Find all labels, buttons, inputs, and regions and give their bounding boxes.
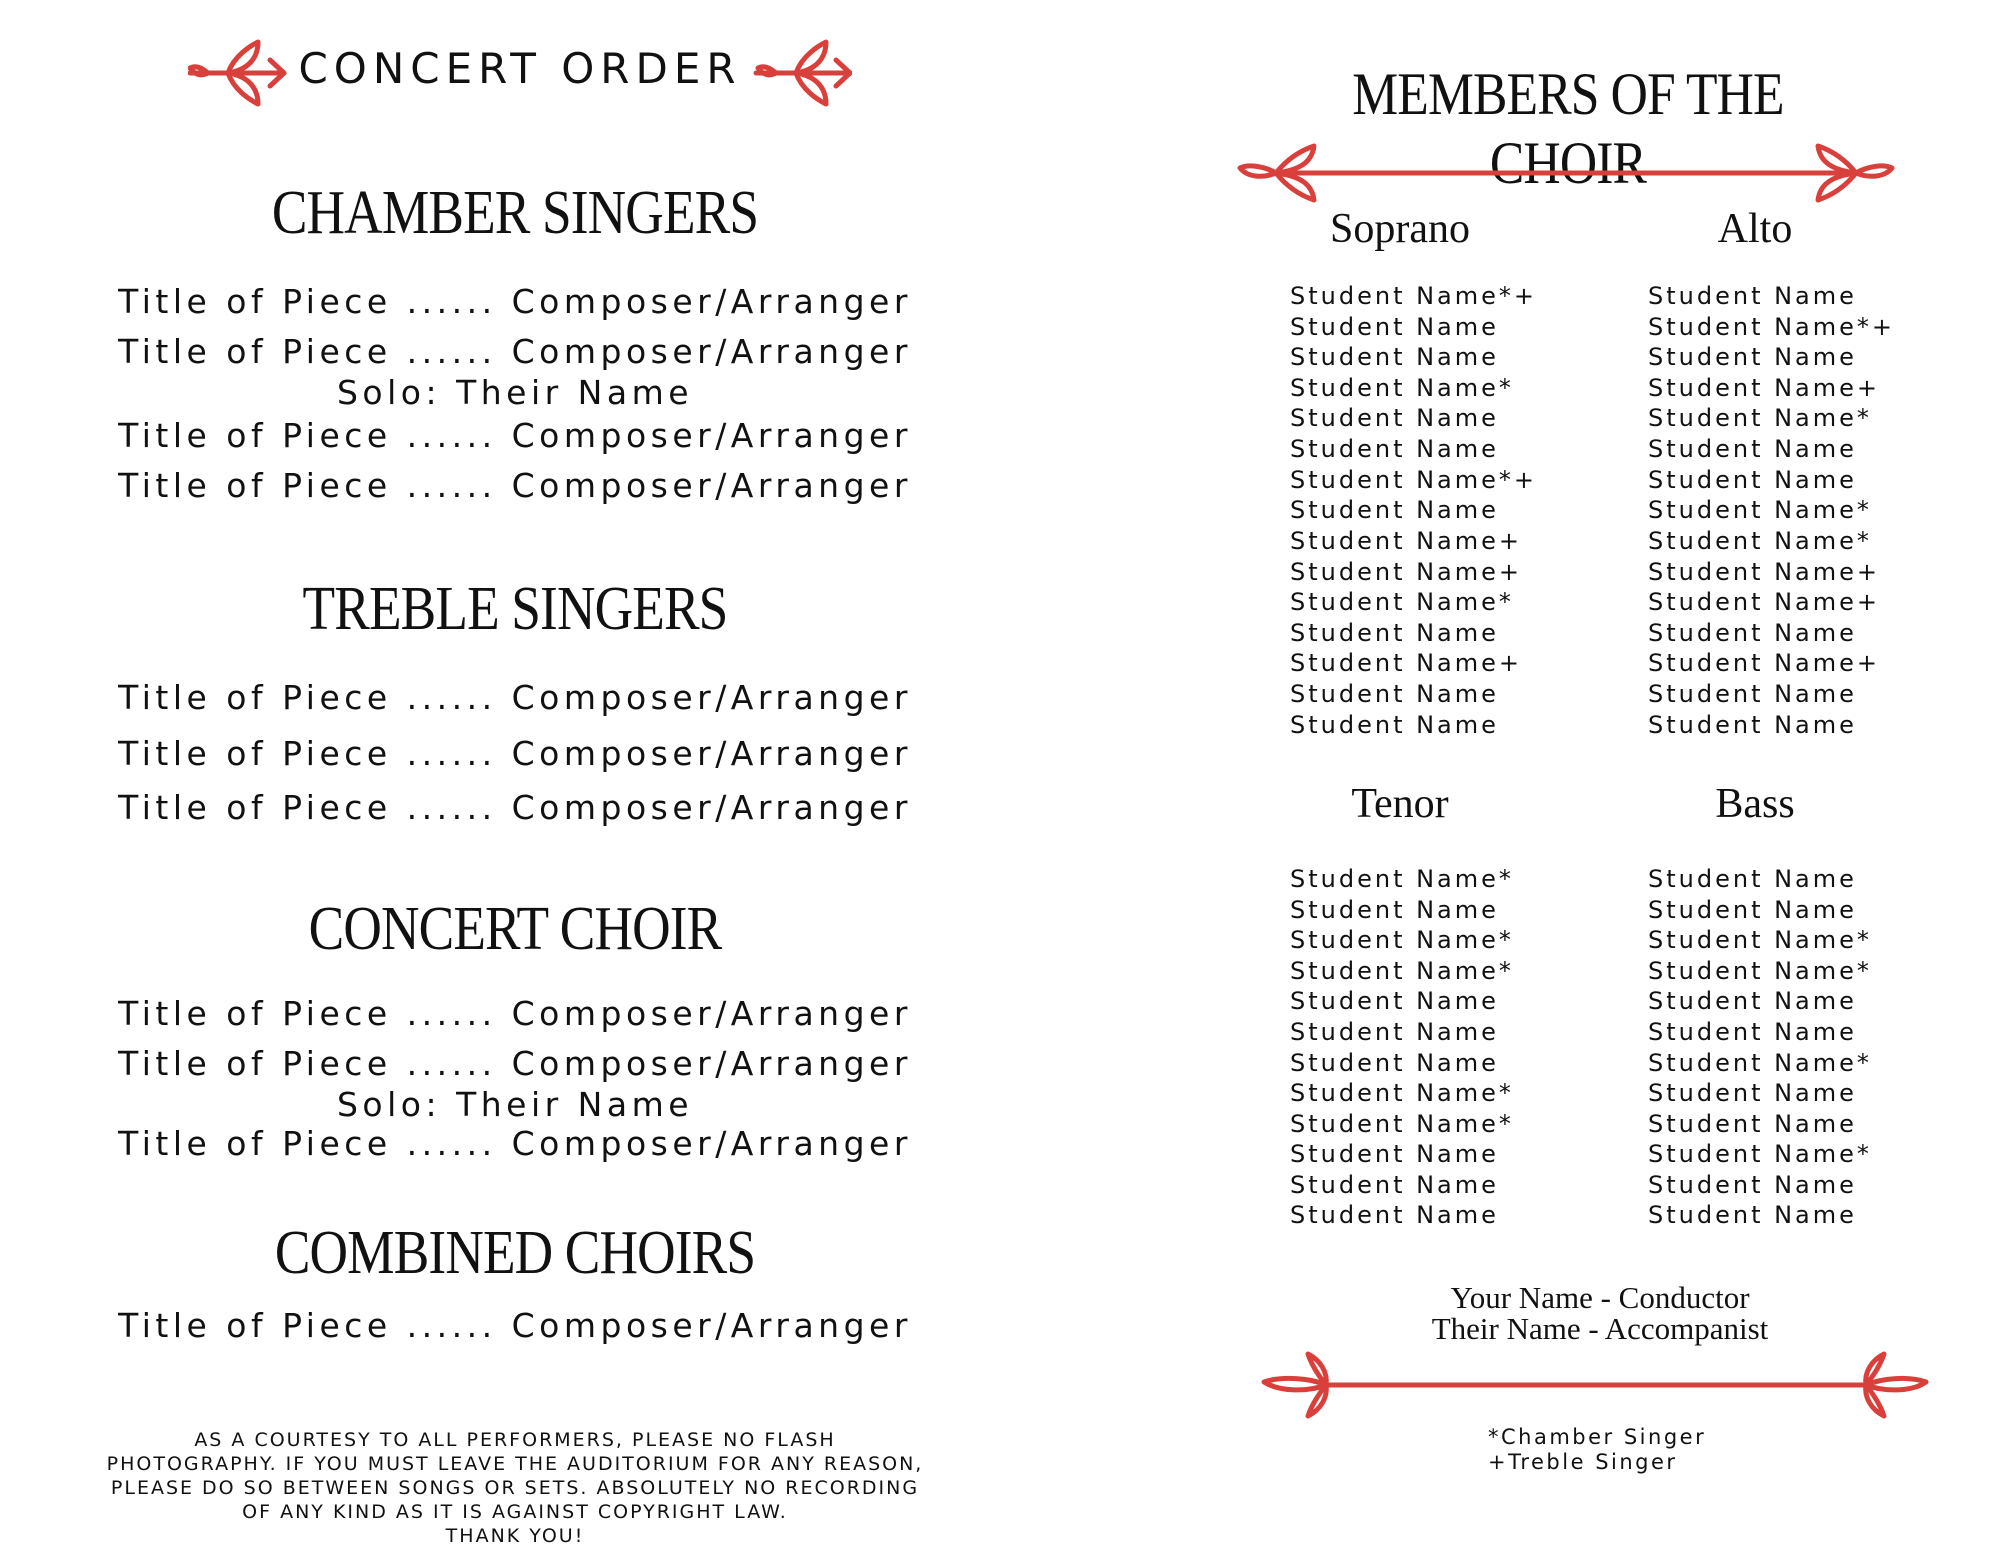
list-item: Student Name: [1290, 496, 1499, 524]
program-line: Title of Piece ...... Composer/Arranger: [118, 1124, 912, 1163]
list-item: Student Name*: [1290, 926, 1514, 954]
list-item: Student Name*: [1648, 926, 1872, 954]
solo-line: Solo: Their Name: [336, 1085, 694, 1124]
voice-heading-soprano: Soprano: [1330, 206, 1470, 252]
list-item: Student Name: [1290, 896, 1499, 924]
list-item: Student Name*: [1648, 496, 1872, 524]
list-item: Student Name+: [1648, 374, 1881, 402]
list-item: Student Name*: [1648, 527, 1872, 555]
legend-chamber-singer: *Chamber Singer: [1488, 1425, 1707, 1449]
list-item: Student Name*+: [1290, 466, 1538, 494]
notice-line: PLEASE DO SO BETWEEN SONGS OR SETS. ABSOLUTELY NO RECORDING: [110, 1477, 920, 1499]
notice-line: PHOTOGRAPHY. IF YOU MUST LEAVE THE AUDITORIUM FOR ANY REASON,: [106, 1453, 924, 1475]
list-item: Student Name: [1290, 619, 1499, 647]
list-item: Student Name: [1648, 1171, 1857, 1199]
list-item: Student Name: [1290, 1140, 1499, 1168]
leaf-vine-divider-icon: [1236, 140, 1896, 206]
list-item: Student Name: [1648, 1201, 1857, 1229]
list-item: Student Name*+: [1290, 282, 1538, 310]
list-item: Student Name+: [1648, 588, 1881, 616]
section-heading-combined-choirs: COMBINED CHOIRS: [274, 1219, 756, 1287]
list-item: Student Name*: [1648, 404, 1872, 432]
list-item: Student Name: [1648, 435, 1857, 463]
program-line: Title of Piece ...... Composer/Arranger: [118, 788, 912, 827]
list-item: Student Name*: [1648, 957, 1872, 985]
list-item: Student Name: [1290, 1201, 1499, 1229]
list-item: Student Name: [1290, 343, 1499, 371]
list-item: Student Name: [1648, 619, 1857, 647]
program-line: Title of Piece ...... Composer/Arranger: [118, 734, 912, 773]
list-item: Student Name*: [1648, 1140, 1872, 1168]
list-item: Student Name: [1648, 711, 1857, 739]
leaf-branch-icon: [752, 38, 852, 108]
program-line: Title of Piece ...... Composer/Arranger: [118, 466, 912, 505]
list-item: Student Name: [1290, 404, 1499, 432]
program-line: Title of Piece ...... Composer/Arranger: [118, 994, 912, 1033]
section-heading-treble-singers: TREBLE SINGERS: [302, 575, 728, 643]
list-item: Student Name+: [1290, 558, 1523, 586]
list-item: Student Name*: [1290, 1110, 1514, 1138]
voice-heading-alto: Alto: [1717, 206, 1793, 252]
list-item: Student Name+: [1290, 649, 1523, 677]
voice-heading-tenor: Tenor: [1351, 781, 1449, 827]
list-item: Student Name*: [1648, 1049, 1872, 1077]
list-item: Student Name: [1290, 313, 1499, 341]
members-title: MEMBERS OF THE CHOIR: [1352, 61, 1784, 196]
legend: [1488, 1425, 1808, 1475]
accompanist-credit: Their Name - Accompanist: [1431, 1311, 1769, 1346]
list-item: Student Name: [1648, 680, 1857, 708]
notice-line: THANK YOU!: [445, 1525, 585, 1547]
leaf-branch-icon: [188, 38, 288, 108]
list-item: Student Name: [1648, 1018, 1857, 1046]
list-item: Student Name*: [1290, 588, 1514, 616]
list-item: Student Name: [1290, 711, 1499, 739]
conductor-credit: Your Name - Conductor: [1450, 1280, 1750, 1315]
list-item: Student Name: [1648, 896, 1857, 924]
list-item: Student Name: [1290, 435, 1499, 463]
notice-line: OF ANY KIND AS IT IS AGAINST COPYRIGHT LAW.: [242, 1501, 788, 1523]
notice-line: AS A COURTESY TO ALL PERFORMERS, PLEASE NO FLASH: [194, 1429, 836, 1451]
list-item: Student Name*: [1290, 374, 1514, 402]
list-item: Student Name*: [1290, 1079, 1514, 1107]
list-item: Student Name: [1290, 1049, 1499, 1077]
list-item: Student Name+: [1648, 558, 1881, 586]
list-item: Student Name: [1648, 343, 1857, 371]
list-item: Student Name: [1648, 1110, 1857, 1138]
program-line: Title of Piece ...... Composer/Arranger: [118, 678, 912, 717]
list-item: Student Name+: [1648, 649, 1881, 677]
voice-heading-bass: Bass: [1715, 781, 1795, 827]
staff-credits: [1300, 1282, 1900, 1344]
list-item: Student Name: [1648, 466, 1857, 494]
list-item: Student Name: [1648, 987, 1857, 1015]
section-heading-chamber-singers: CHAMBER SINGERS: [271, 179, 759, 247]
list-item: Student Name*: [1290, 865, 1514, 893]
courtesy-notice: [80, 1428, 950, 1548]
leaf-vine-divider-icon: [1260, 1350, 1930, 1420]
list-item: Student Name: [1648, 865, 1857, 893]
program-line: Title of Piece ...... Composer/Arranger: [118, 1044, 912, 1083]
list-item: Student Name: [1648, 282, 1857, 310]
list-item: Student Name: [1648, 1079, 1857, 1107]
list-item: Student Name: [1290, 1171, 1499, 1199]
program-line: Title of Piece ...... Composer/Arranger: [118, 332, 912, 371]
concert-order-title: CONCERT ORDER: [298, 44, 742, 93]
program-line: Title of Piece ...... Composer/Arranger: [118, 416, 912, 455]
list-item: Student Name*: [1290, 957, 1514, 985]
program-line: Title of Piece ...... Composer/Arranger: [118, 282, 912, 321]
solo-line: Solo: Their Name: [336, 373, 694, 412]
list-item: Student Name: [1290, 680, 1499, 708]
list-item: Student Name*+: [1648, 313, 1896, 341]
list-item: Student Name+: [1290, 527, 1523, 555]
legend-treble-singer: +Treble Singer: [1488, 1450, 1678, 1474]
program-line: Title of Piece ...... Composer/Arranger: [118, 1306, 912, 1345]
section-heading-concert-choir: CONCERT CHOIR: [308, 895, 722, 963]
list-item: Student Name: [1290, 1018, 1499, 1046]
list-item: Student Name: [1290, 987, 1499, 1015]
